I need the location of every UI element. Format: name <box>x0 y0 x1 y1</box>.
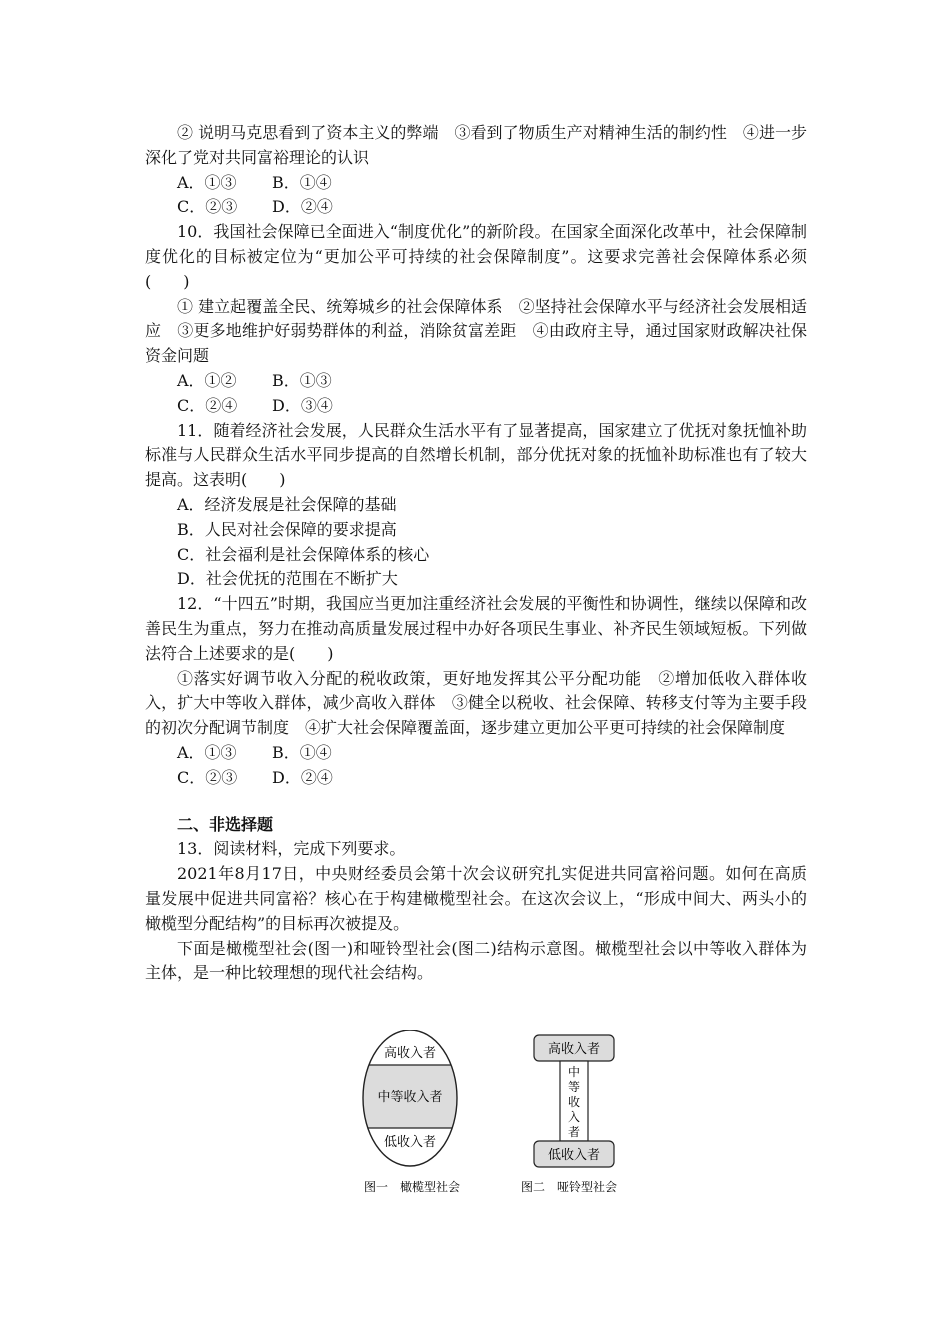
option-b[interactable]: B．①④ <box>272 742 332 762</box>
option-a[interactable]: A．①③ <box>177 172 237 192</box>
option-d[interactable]: D．社会优抚的范围在不断扩大 <box>177 569 398 589</box>
option-a[interactable]: A．①② <box>177 370 237 390</box>
option-c[interactable]: C．②④ <box>177 395 238 415</box>
option-c[interactable]: C．②③ <box>177 197 238 217</box>
olive-top-label: 高收入者 <box>383 1046 437 1061</box>
figure-1-caption: 图一 橄榄型社会 <box>363 1180 461 1194</box>
q10-stem: 10．我国社会保障已全面进入“制度优化”的新阶段。在国家全面深化改革中，社会保障制度优化的目标被定位为“更加公平可持续的社会保障制度”。这要求完善社会保障体系必须( ) <box>145 222 807 291</box>
dumbbell-mid-char: 者 <box>567 1125 581 1139</box>
q10-options-row2 <box>145 394 807 419</box>
option-d[interactable]: D．②④ <box>272 197 333 217</box>
dumbbell-bottom-label: 低收入者 <box>547 1148 601 1163</box>
q9-options-row2 <box>145 195 807 220</box>
dumbbell-mid-char: 中 <box>567 1065 581 1079</box>
dumbbell-top-label: 高收入者 <box>547 1042 601 1057</box>
dumbbell-mid-char: 入 <box>567 1110 581 1124</box>
material-paragraph-2: 下面是橄榄型社会(图一)和哑铃型社会(图二)结构示意图。橄榄型社会以中等收入群体为主体，是一种比较理想的现代社会结构。 <box>145 938 807 983</box>
option-b[interactable]: B．①③ <box>272 370 332 390</box>
q12-items: ①落实好调节收入分配的税收政策，更好地发挥其公平分配功能 ②增加低收入群体收入，扩大中等收入群体，减少高收入群体 ③健全以税收、社会保障、转移支付等为主要手段的初次分配调节制度 ④扩大社会保障覆盖面，逐步建立更加公平更可持续的社会保障制度 <box>145 668 807 738</box>
q10-items: ① 建立起覆盖全民、统筹城乡的社会保障体系 ②坚持社会保障水平与经济社会发展相适应 ③更多地维护好弱势群体的利益，消除贫富差距 ④由政府主导，通过国家财政解决社保资金问题 <box>145 296 807 366</box>
structure-figure <box>345 1030 665 1200</box>
option-a[interactable]: A．①③ <box>177 742 237 762</box>
document-page <box>145 121 807 986</box>
q10-options-row1 <box>145 369 807 394</box>
option-d[interactable]: D．③④ <box>272 395 333 415</box>
q12-stem: 12．“十四五”时期，我国应当更加注重经济社会发展的平衡性和协调性，继续以保障和改善民生为重点，努力在推动高质量发展过程中办好各项民生事业、补齐民生领域短板。下列做法符合上述要求的是( ) <box>145 594 807 663</box>
q12-options-row2 <box>145 766 807 791</box>
option-c[interactable]: C．社会福利是社会保障体系的核心 <box>177 544 430 564</box>
q12-options-row1 <box>145 741 807 766</box>
option-a[interactable]: A．经济发展是社会保障的基础 <box>177 494 397 514</box>
option-d[interactable]: D．②④ <box>272 767 333 787</box>
q11-stem: 11．随着经济社会发展，人民群众生活水平有了显著提高，国家建立了优抚对象抚恤补助标准与人民群众生活水平同步提高的自然增长机制，部分优抚对象的抚恤补助标准也有了较大提高。这表明( ) <box>145 420 807 490</box>
q9-options-row1 <box>145 171 807 196</box>
section-title: 二、非选择题 <box>177 814 274 834</box>
dumbbell-diagram <box>534 1035 614 1167</box>
option-b[interactable]: B．人民对社会保障的要求提高 <box>177 519 397 539</box>
dumbbell-mid-char: 等 <box>567 1080 581 1094</box>
figure-svg <box>345 1030 665 1200</box>
option-b[interactable]: B．①④ <box>272 172 332 192</box>
olive-bottom-label: 低收入者 <box>383 1135 437 1150</box>
olive-mid-label: 中等收入者 <box>377 1090 443 1105</box>
material-paragraph-1: 2021年8月17日，中央财经委员会第十次会议研究扎实促进共同富裕问题。如何在高质量发展中促进共同富裕？核心在于构建橄榄型社会。在这次会议上，“形成中间大、两头小的橄榄型分配结构”的目标再次被提及。 <box>145 864 807 933</box>
olive-diagram <box>360 1030 460 1170</box>
dumbbell-mid-char: 收 <box>567 1095 581 1109</box>
q13-stem: 13．阅读材料，完成下列要求。 <box>177 839 406 859</box>
q9-items: ② 说明马克思看到了资本主义的弊端 ③看到了物质生产对精神生活的制约性 ④进一步深化了党对共同富裕理论的认识 <box>145 123 807 167</box>
figure-2-caption: 图二 哑铃型社会 <box>520 1180 618 1194</box>
option-c[interactable]: C．②③ <box>177 767 238 787</box>
